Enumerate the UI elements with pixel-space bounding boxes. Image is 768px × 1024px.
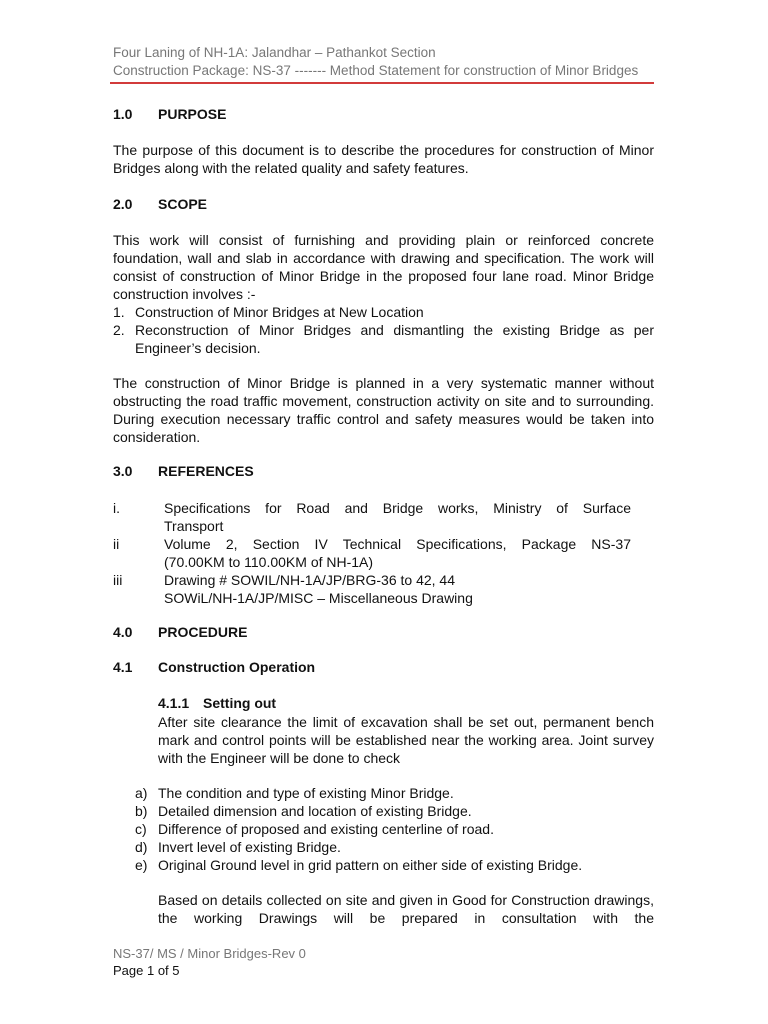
- list-item-marker: 2.: [113, 322, 125, 338]
- check-item: Difference of proposed and existing centerline of road.: [158, 821, 494, 837]
- reference-marker: iii: [113, 572, 123, 588]
- section-title: REFERENCES: [158, 463, 254, 479]
- header-project-title: Four Laning of NH-1A: Jalandhar – Pathankot Section: [113, 45, 436, 60]
- reference-item-continuation: SOWiL/NH-1A/JP/MISC – Miscellaneous Drawing: [164, 590, 473, 606]
- list-item-marker: 1.: [113, 304, 125, 320]
- reference-item-continuation: Transport: [164, 518, 224, 534]
- section-number: 2.0: [113, 196, 133, 212]
- list-item: Construction of Minor Bridges at New Location: [135, 304, 424, 320]
- section-purpose-heading: [113, 106, 226, 122]
- footer-document-ref: NS-37/ MS / Minor Bridges-Rev 0: [113, 946, 306, 961]
- section-title: SCOPE: [158, 196, 208, 212]
- purpose-paragraph: The purpose of this document is to describe the procedures for construction of Minor Bridges along with the related quality and safety features.: [113, 142, 654, 176]
- reference-marker: ii: [113, 536, 120, 552]
- scope-paragraph: This work will consist of furnishing and providing plain or reinforced concrete foundation, wall and slab in accordance with drawing and specification. The work will consist of construction of Minor Bridge in the proposed four lane road. Minor Bridge construction involves :-: [113, 232, 654, 302]
- section-title: PURPOSE: [158, 106, 227, 122]
- header-package-title: Construction Package: NS-37 ------- Method Statement for construction of Minor Bridges: [113, 63, 639, 78]
- section-title: PROCEDURE: [158, 624, 248, 640]
- header-rule: [110, 82, 654, 84]
- check-item: The condition and type of existing Minor Bridge.: [158, 785, 454, 801]
- check-item-marker: e): [135, 857, 148, 873]
- section-number: 1.0: [113, 106, 133, 122]
- section-number: 4.0: [113, 624, 133, 640]
- section-procedure-heading: [113, 624, 247, 640]
- check-item-marker: c): [135, 821, 147, 837]
- section-references-heading: [113, 463, 254, 479]
- subsubsection-number: 4.1.1: [158, 695, 190, 711]
- setting-out-paragraph-2: Based on details collected on site and given in Good for Construction drawings, the working Drawings will be prepared in consultation with the: [158, 892, 654, 926]
- subsubsection-heading: [158, 695, 276, 711]
- scope-paragraph-2: The construction of Minor Bridge is planned in a very systematic manner without obstructing the road traffic movement, construction activity on site and to surrounding. During execution necessary traffic control and safety measures would be taken into consideration.: [113, 375, 654, 445]
- section-number: 3.0: [113, 463, 133, 479]
- footer-page-number: Page 1 of 5: [113, 963, 180, 978]
- list-item-continuation: Engineer’s decision.: [135, 340, 261, 356]
- check-item: Original Ground level in grid pattern on either side of existing Bridge.: [158, 857, 583, 873]
- check-item-marker: a): [135, 785, 148, 801]
- subsubsection-title: Setting out: [203, 695, 277, 711]
- setting-out-paragraph: After site clearance the limit of excavation shall be set out, permanent bench mark and control points will be established near the working area. Joint survey with the Engineer will be done to check: [158, 714, 654, 766]
- reference-item-continuation: (70.00KM to 110.00KM of NH-1A): [164, 554, 374, 570]
- reference-item: Drawing # SOWIL/NH-1A/JP/BRG-36 to 42, 44: [164, 572, 455, 588]
- section-scope-heading: [113, 196, 207, 212]
- subsection-heading: [113, 659, 315, 675]
- reference-item: Specifications for Road and Bridge works, Ministry of Surface: [164, 500, 631, 516]
- check-item: Detailed dimension and location of existing Bridge.: [158, 803, 472, 819]
- subsection-number: 4.1: [113, 659, 133, 675]
- check-item-marker: b): [135, 803, 148, 819]
- check-item: Invert level of existing Bridge.: [158, 839, 341, 855]
- reference-item: Volume 2, Section IV Technical Specifications, Package NS-37: [164, 536, 631, 552]
- list-item: Reconstruction of Minor Bridges and dismantling the existing Bridge as per: [135, 322, 654, 338]
- subsection-title: Construction Operation: [158, 659, 316, 675]
- check-item-marker: d): [135, 839, 148, 855]
- reference-marker: i.: [113, 500, 120, 516]
